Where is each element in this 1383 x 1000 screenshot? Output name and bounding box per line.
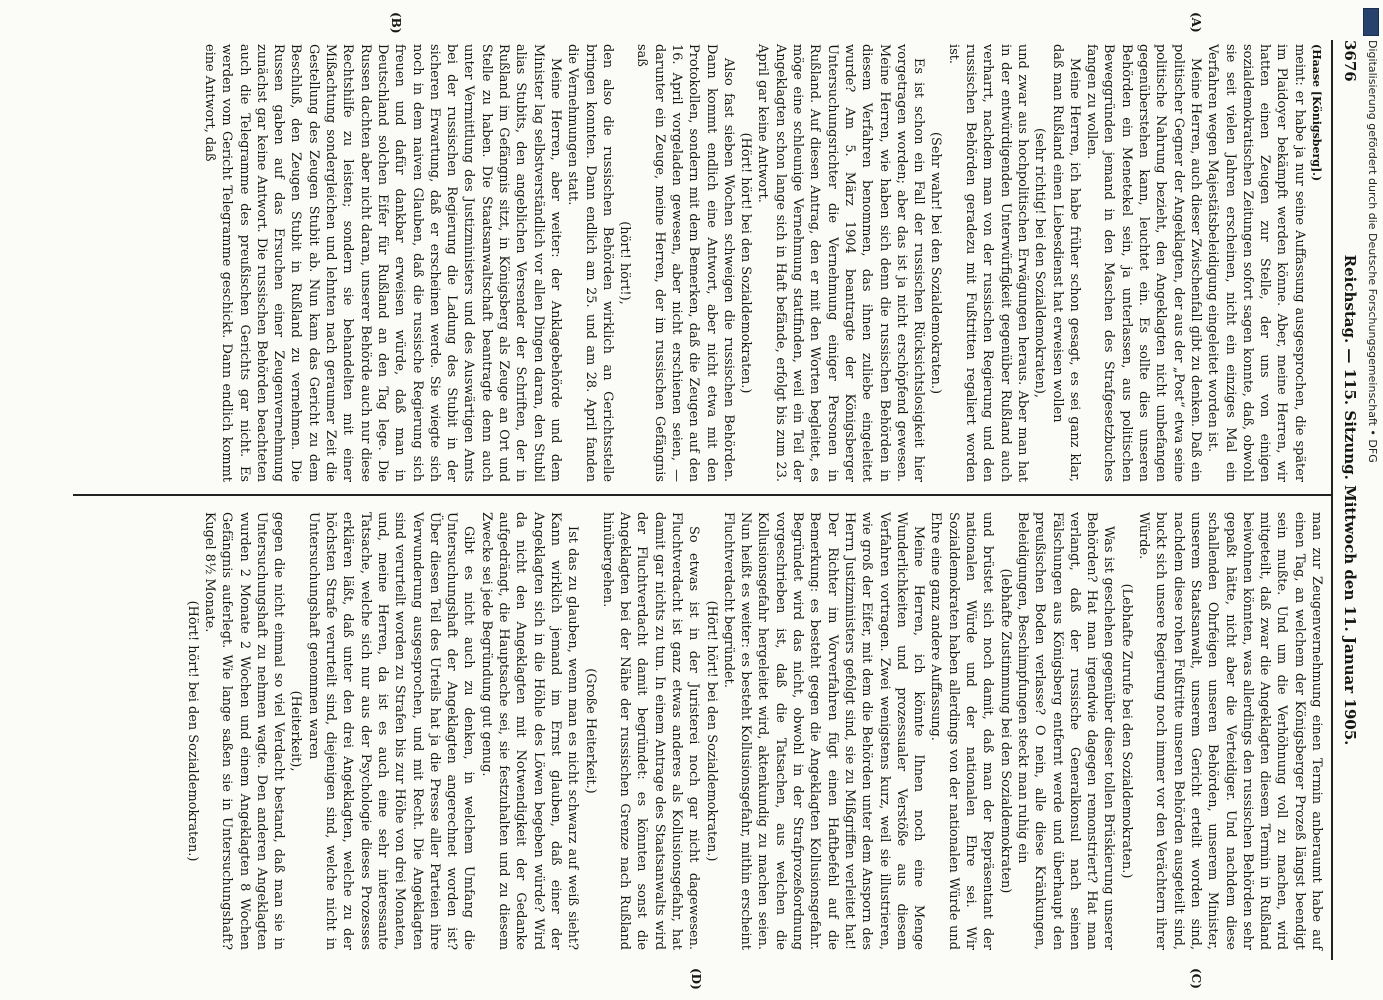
paragraph: man zur Zeugenvernehmung einen Termin anberaumt habe auf einen Tag, an welchem der Königsberger Prozeß längst beendigt sein mußte. Und um die Verhöhnung voll zu machen, wird mitgeteilt, daß zwar die Angeklagten diesem Termin in Rußland beiwohnen könnten, was allerdings den russischen Behörden sehr gepaßt hätte, nicht aber die Verteidiger. Und nachdem diese schallenden Ohrfeigen unseren Behörden, unserem Minister, unserem Staatsanwalt, unserem Gericht erteilt worden sind, nachdem diese rohen Fußtritte unseren Behörden ausgeteilt sind, buckt sich unsere Regierung noch immer vor den Verächtern ihrer Würde.: [1136, 512, 1324, 950]
paragraph: und zwar aus hochpolitischen Erwägungen heraus. Aber man hat in der entwürdigenden Unterwürfigkeit gegenüber Rußland auch verharrt, nachdem man von der russischen Regierung und den russischen Behörden geradezu mit Fußtritten regaliert worden ist.: [945, 44, 1030, 482]
right-paragraphs: [183, 512, 1325, 950]
page-number: 3676: [1341, 40, 1359, 82]
paragraph: den also die russischen Behörden wirklich an Gerichtsstelle bringen konnten. Dann endlich am 25. und am 28. April fanden die Vernehmungen statt.: [565, 44, 615, 482]
paragraph: (Heiterkeit),: [288, 690, 304, 772]
paragraph: (Hört! hört! bei den Sozialdemokraten.): [738, 132, 754, 394]
paragraph: Meine Herren, auch dieser Zwischenfall gibt zu denken. Daß ein politischer Gegner der Angeklagten, der aus der „Post“ etwa seine politische Nahrung bezieht, den Angeklagten nicht unbefangen gegenüberstehen kann, leuchtet ein. Es sollte dies unseren Behörden ein Menetekel sein, ja unterlassen, aus politischen Beweggründen jemand in den Maschen des Strafgesetzbuches fangen zu wollen.: [1084, 44, 1203, 482]
margin-mark-b: (B): [389, 12, 403, 34]
paragraph: Meine Herren, ich könnte Ihnen noch eine Menge Wunderlichkeiten und prozessualer Verstöße aus diesem Verfahren vortragen. Zwei wenigstens kurz, weil sie illustrieren, wie groß der Eifer, mit dem die Behörden unter dem Ansporn des Herrn Justizministers gefolgt sind, sie zu Mißgriffen verleitet hat! Der Richter im Vorverfahren fügt einen Haftbefehl auf die Bemerkung: es besteht gegen die Angeklagten Kollusionsgefahr. Begründet wird das nicht, obwohl in der Strafprozeßordnung vorgeschrieben ist, daß die Tatsachen, aus welchen die Kollusionsgefahr hergeleitet wird, aktenkundig zu machen seien. Nun heißt es weiter: es besteht Kollusionsgefahr, mithin erscheint Fluchtverdacht begründet.: [720, 512, 927, 950]
margin-mark-c: (C): [1189, 968, 1203, 989]
paragraph: Was ist geschehen gegenüber dieser tollen Brüskierung unserer Behörden? Hat man irgendwie dagegen remonstriert? Hat man verlangt, daß der russische Generalkonsul nach seinen Fälschungen aus Königsberg entfernt werde und überhaupt den preußischen Boden verlasse? O nein, alle diese Kränkungen, Beleidigungen, Beschimpfungen steckt man ruhig ein: [1014, 512, 1117, 950]
paragraph: Meine Herren, aber weiter: der Anklagebehörde und dem Minister lag selbstverständlich vor allen Dingen daran, den Stubil alias Stubits, den angeblichen Versender der Schriften, der in Rußland im Gefängnis sitzt, in Königsberg als Zeuge an Ort und Stelle zu haben. Die Staatsanwaltschaft beantragte denn auch unter Vermittlung des Justizministers und des Auswärtigen Amts bei der russischen Regierung die Ladung des Stubit in der sicheren Erwartung, daß er erscheinen werde. Sie wiegte sich noch in dem naiven Glauben, daß die russische Regierung sich freuen und dafür dankbar erweisen würde, daß man in Deutschland solchen Eifer für Rußland an den Tag lege. Die Russen dachten aber nicht daran, unserer Behörde auch nur diese Rechtshilfe zu leisten; sondern sie behandelten mit einer Mißachtung sondergleichen und lehnten nach geraumer Zeit die Gestellung des Zeugen Stubit ab. Nun kam das Gericht zu dem Beschluß, den Zeugen Stubit in Rußland zu vernehmen. Die Russen gaben auf das Ersuchen einer Zeugenvernehmung zunächst gar keine Antwort. Die russischen Behörden beachteten auch die Telegramme des preußischen Gerichts gar nicht. Es werden vom Gericht Telegramme geschickt. Dann endlich kommt eine Antwort, daß: [202, 44, 563, 482]
paragraph: (sehr richtig! bei den Sozialdemokraten),: [1032, 128, 1048, 398]
left-column: [201, 44, 1325, 482]
paragraph: Meine Herren, ich habe früher schon gesagt, es sei ganz klar, daß man Rußland einen Liebesdienst hat erweisen wollen: [1049, 44, 1082, 482]
margin-mark-d: (D): [689, 968, 703, 990]
page-header: [1335, 40, 1361, 960]
paragraph: So etwas ist in der Juristerei noch gar nicht dagewesen. Fluchtverdacht ist ganz etwas anderes als Kollusionsgefahr, hat damit gar nichts zu tun. In einem Antrage des Staatsanwalts wird der Fluchtverdacht damit begründet: es könnten sonst die Angeklagten bei der Nähe der russischen Grenze nach Rußland hinübergehen.: [599, 512, 702, 950]
paragraph: (lebhafte Zustimmung bei den Sozialdemokraten): [997, 568, 1013, 894]
speaker-label: (Haase [Königsberg].): [1310, 44, 1323, 182]
paragraph: (hört! hört!),: [617, 221, 633, 305]
paragraph: Gibt es nicht auch zu denken, in welchem Umfang die Untersuchungshaft der Angeklagten angerechnet worden ist? Über diesen Teil des Urteils hat ja die Presse aller Parteien ihre Verwunderung ausgesprochen, und mit Recht. Die Angeklagten sind verurteilt worden zu Strafen bis zur Höhe von drei Monaten, und, meine Herren, da ist es auch eine sehr interessante Tatsache, welche sich nur aus der Psychologie dieses Prozesses erklären läßt, daß unter den drei Angeklagten, welche zu der höchsten Strafe verurteilt sind, diejenigen sind, welche nicht in Untersuchungshaft genommen waren: [305, 512, 477, 950]
paragraph: (Hört! hört! bei den Sozialdemokraten.): [703, 600, 719, 862]
paragraph: Ist das zu glauben, wenn man es nicht schwarz auf weiß sieht? Kann wirklich jemand im Ernst glauben, daß einer der Angeklagten sich in die Höhle des Löwen begeben würde? Wird da nicht den Angeklagten mit Notwendigkeit der Gedanke aufgedrängt, die Hauptsache sei, sie festzuhalten und zu diesem Zwecke sei jede Begründung gut genug.: [478, 512, 581, 950]
header-title: Reichstag. — 115. Sitzung. Mittwoch den 11. Januar 1905.: [1341, 254, 1359, 746]
paragraph: meint: er habe ja nur seine Auffassung ausgesprochen, die später im Plaidoyer bekämpft werden könne. Aber, meine Herren, wir hatten einen Zeugen zur Stelle, der uns von einigen sozialdemokratischen Zeitungen sofort sagen konnte, daß, obwohl sie seit vielen Jahren erscheinen, nicht ein einziges Mal ein Verfahren wegen Majestätsbeleidigung eingeleitet worden ist.: [1205, 44, 1307, 482]
dfg-sidebar: [1363, 8, 1379, 988]
column-divider: [73, 494, 1333, 496]
left-paragraphs: [201, 44, 1308, 482]
paragraph: (Lebhafte Zurufe bei den Sozialdemokraten.): [1118, 583, 1134, 879]
dfg-note: [1363, 40, 1379, 988]
paragraph: gegen die nicht einmal so viel Verdacht bestand, daß man sie in Untersuchungshaft zu nehmen wagte. Den anderen Angeklagten wurden 2 Monate 2 Wochen und einem Angeklagten 8 Wochen Gefängnis auferlegt. Wie lange saßen sie in Untersuchungshaft? Kugel 8½ Monate.: [202, 512, 287, 950]
paragraph: (Große Heiterkeit.): [582, 668, 598, 794]
paragraph: (Sehr wahr! bei den Sozialdemokraten.): [928, 132, 944, 394]
dfg-note-text: Digitalisierung gefördert durch die Deutsche Forschungsgemeinschaft • DFG: [1366, 40, 1379, 463]
header-rule: [1331, 40, 1333, 960]
paragraph: Also fast sieben Wochen schweigen die russischen Behörden. Dann kommt endlich eine Antwort, aber nicht etwa mit den Protokollen, sondern mit dem Bemerken, daß die Zeugen auf den 16. April vorgeladen gewesen, aber nicht erschienen seien, — darunter ein Zeuge, meine Herren, der im russischen Gefängnis saß: [634, 44, 736, 482]
paragraph: (Hört! hört! bei den Sozialdemokraten.): [184, 600, 200, 862]
right-column: [183, 512, 1325, 950]
paragraph: und brüstet sich noch damit, daß man der Repräsentant der nationalen Würde und der nationalen Ehre sei. Wir Sozialdemokraten haben allerdings von der nationalen Würde und Ehre eine ganz andere Auffassung.: [928, 512, 996, 950]
paragraph: Es ist schon ein Fall der russischen Rücksichtslosigkeit hier vorgetragen worden; aber das ist ja nicht erschöpfend gewesen. Meine Herren, wie haben sich denn die russischen Behörden in diesem Verfahren benommen, das ihnen zuliebe eingeleitet wurde? Am 5. März 1904 beantragte der Königsberger Untersuchungsrichter die Vernehmung einiger Personen in Rußland. Auf diesen Antrag, den er mit den Worten begleitet, es möge eine schleunige Vernehmung stattfinden, weil ein Teil der Angeklagten schon lange sich in Haft befände, erfolgt bis zum 23. April gar keine Antwort.: [755, 44, 927, 482]
dfg-logo-icon: [1363, 8, 1379, 36]
margin-mark-a: (A): [1189, 12, 1203, 33]
